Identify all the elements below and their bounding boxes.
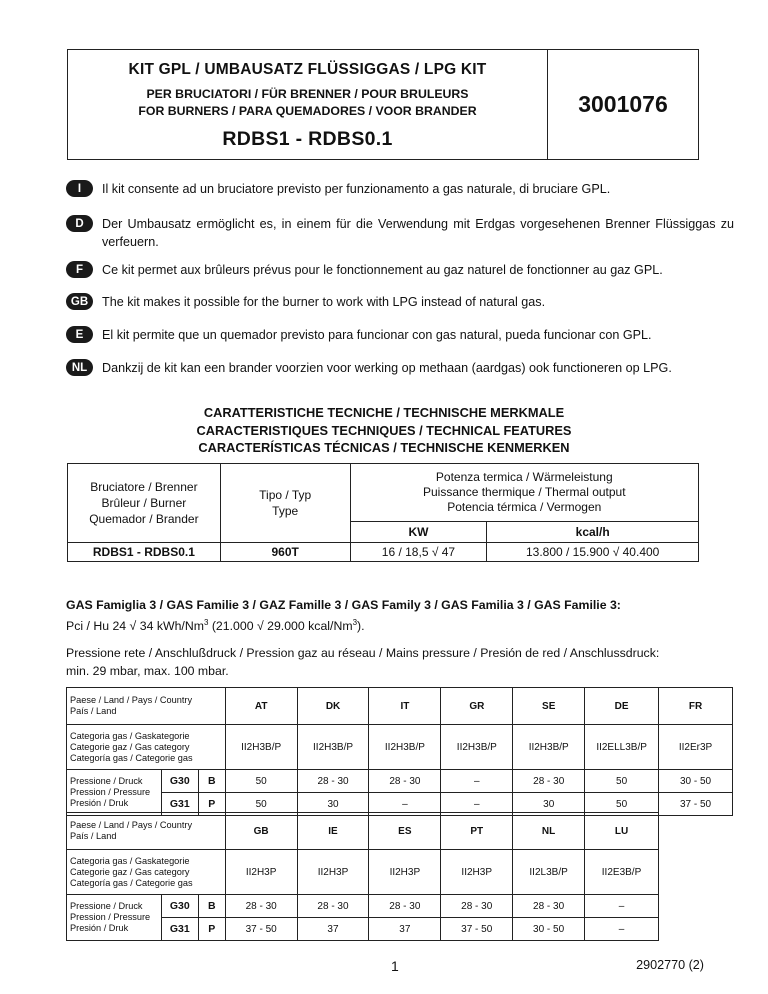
kcal-header: kcal/h bbox=[487, 522, 699, 543]
country-cell: FR bbox=[659, 688, 733, 725]
pci-text: ). bbox=[357, 619, 365, 634]
country-cell: DE bbox=[585, 688, 659, 725]
category-cell: II2E3B/P bbox=[585, 850, 659, 895]
category-label bbox=[67, 725, 226, 770]
g31-cell: – bbox=[441, 793, 513, 816]
kw-header: KW bbox=[350, 522, 487, 543]
gas-family-block bbox=[66, 596, 734, 635]
country-cell: AT bbox=[225, 688, 297, 725]
g31-cell: 37 - 50 bbox=[659, 793, 733, 816]
category-label bbox=[67, 850, 226, 895]
g31-cell: 30 bbox=[297, 793, 369, 816]
heading-line-1: CARATTERISTICHE TECNICHE / TECHNISCHE MERKMALE bbox=[203, 405, 565, 420]
lang-badge-nl: NL bbox=[66, 359, 93, 376]
country-cell: IT bbox=[369, 688, 441, 725]
g31-cell: 50 bbox=[225, 793, 297, 816]
g30-cell: – bbox=[585, 895, 659, 918]
category-cell: II2H3P bbox=[297, 850, 369, 895]
mains-pressure: Pressione rete / Anschlußdruck / Pression gaz au réseau / Mains pressure / Presión de red / Anschlussdruck: bbox=[66, 646, 660, 660]
category-cell: II2Er3P bbox=[659, 725, 733, 770]
g30-cell: 28 - 30 bbox=[441, 895, 513, 918]
label-line: Paese / Land / Pays / Country bbox=[70, 820, 193, 830]
category-cell: II2H3P bbox=[225, 850, 297, 895]
header-title-block bbox=[68, 50, 548, 159]
country-cell: LU bbox=[585, 813, 659, 850]
category-cell: II2H3B/P bbox=[225, 725, 297, 770]
g30-cell: 50 bbox=[225, 770, 297, 793]
category-cell: II2H3P bbox=[441, 850, 513, 895]
burner-label: Brûleur / Burner bbox=[101, 496, 187, 510]
country-label bbox=[67, 813, 226, 850]
lang-text-i: Il kit consente ad un bruciatore previsto per funzionamento a gas naturale, di bruciare GPL. bbox=[102, 182, 611, 196]
label-line: Paese / Land / Pays / Country bbox=[70, 695, 193, 705]
kit-title: KIT GPL / UMBAUSATZ FLÜSSIGGAS / LPG KIT bbox=[128, 61, 487, 78]
row-model: RDBS1 - RDBS0.1 bbox=[68, 543, 221, 562]
p-label: P bbox=[198, 918, 225, 941]
burner-label: Bruciatore / Brenner bbox=[90, 480, 198, 494]
lang-badge-gb: GB bbox=[66, 293, 93, 310]
category-cell: II2L3B/P bbox=[513, 850, 585, 895]
b-label: B bbox=[198, 770, 225, 793]
g30-cell: – bbox=[441, 770, 513, 793]
g31-cell: 30 bbox=[513, 793, 585, 816]
lang-text-nl: Dankzij de kit kan een brander voorzien voor werking op methaan (aardgas) ook functioneren op LPG. bbox=[102, 361, 672, 375]
lang-text-e: El kit permite que un quemador previsto para funcionar con gas natural, pueda funcionar con GPL. bbox=[102, 328, 652, 342]
type-label: Tipo / Typ bbox=[259, 488, 312, 502]
lang-row-d bbox=[66, 215, 734, 251]
row-type: 960T bbox=[220, 543, 350, 562]
g31-cell: – bbox=[369, 793, 441, 816]
g30-cell: 28 - 30 bbox=[369, 770, 441, 793]
category-cell: II2ELL3B/P bbox=[585, 725, 659, 770]
label-line: Pressione / Druck bbox=[70, 776, 143, 786]
g30-cell: 28 - 30 bbox=[297, 770, 369, 793]
label-line: Pression / Pressure bbox=[70, 787, 151, 797]
pci-text: (21.000 √ 29.000 kcal/Nm bbox=[208, 619, 353, 634]
category-cell: II2H3B/P bbox=[297, 725, 369, 770]
g31-cell: 37 bbox=[369, 918, 441, 941]
g30-cell: 30 - 50 bbox=[659, 770, 733, 793]
country-cell: IE bbox=[297, 813, 369, 850]
category-cell: II2H3P bbox=[369, 850, 441, 895]
g31-cell: 37 bbox=[297, 918, 369, 941]
category-cell: II2H3B/P bbox=[441, 725, 513, 770]
country-cell: GB bbox=[225, 813, 297, 850]
power-label: Potencia térmica / Vermogen bbox=[447, 500, 602, 514]
lang-text-d: Der Umbausatz ermöglicht es, in einem für die Verwendung mit Erdgas vorgesehenen Brenner Flüssiggas zu verfeuern. bbox=[102, 217, 734, 249]
pci-sup: 3 bbox=[352, 618, 358, 627]
label-line: Pression / Pressure bbox=[70, 912, 151, 922]
pci-text: Pci / Hu 24 √ 34 kWh/Nm bbox=[66, 619, 204, 634]
country-cell: ES bbox=[369, 813, 441, 850]
country-cell: SE bbox=[513, 688, 585, 725]
p-label: P bbox=[198, 793, 225, 816]
lang-row-e bbox=[66, 326, 734, 344]
label-line: Presión / Druk bbox=[70, 798, 129, 808]
type-header bbox=[220, 464, 350, 543]
g31-cell: 37 - 50 bbox=[441, 918, 513, 941]
g30-cell: 50 bbox=[585, 770, 659, 793]
country-cell: DK bbox=[297, 688, 369, 725]
country-cell: PT bbox=[441, 813, 513, 850]
row-kcal: 13.800 / 15.900 √ 40.400 bbox=[487, 543, 699, 562]
country-table-2 bbox=[66, 812, 659, 941]
power-label: Potenza termica / Wärmeleistung bbox=[435, 470, 613, 484]
pressure-label bbox=[67, 895, 162, 941]
kit-code: 3001076 bbox=[578, 91, 668, 117]
label-line: Pressione / Druck bbox=[70, 901, 143, 911]
country-cell: GR bbox=[441, 688, 513, 725]
label-line: Presión / Druk bbox=[70, 923, 129, 933]
country-table-1 bbox=[66, 687, 733, 816]
model-names: RDBS1 - RDBS0.1 bbox=[222, 128, 393, 150]
power-label: Puissance thermique / Thermal output bbox=[423, 485, 626, 499]
g31-cell: – bbox=[585, 918, 659, 941]
g30-cell: 28 - 30 bbox=[513, 895, 585, 918]
g31-label: G31 bbox=[161, 918, 198, 941]
lang-row-i bbox=[66, 180, 734, 198]
country-cell: NL bbox=[513, 813, 585, 850]
g30-cell: 28 - 30 bbox=[225, 895, 297, 918]
pressure-block bbox=[66, 644, 734, 680]
pressure-label bbox=[67, 770, 162, 816]
g30-label: G30 bbox=[161, 770, 198, 793]
g31-cell: 50 bbox=[585, 793, 659, 816]
label-line: País / Land bbox=[70, 831, 117, 841]
g30-label: G30 bbox=[161, 895, 198, 918]
lang-row-gb bbox=[66, 293, 734, 311]
label-line: Categoria gas / Gaskategorie bbox=[70, 855, 190, 866]
lang-badge-e: E bbox=[66, 326, 93, 343]
row-kw: 16 / 18,5 √ 47 bbox=[350, 543, 487, 562]
label-line: Categoria gas / Gaskategorie bbox=[70, 730, 190, 741]
b-label: B bbox=[198, 895, 225, 918]
lang-badge-d: D bbox=[66, 215, 93, 232]
header-box bbox=[67, 49, 699, 160]
lang-text-gb: The kit makes it possible for the burner to work with LPG instead of natural gas. bbox=[102, 295, 546, 309]
label-line: Categorie gaz / Gas category bbox=[70, 866, 190, 877]
pci-sup: 3 bbox=[203, 618, 209, 627]
burner-header bbox=[68, 464, 221, 543]
label-line: Categoría gas / Categorie gas bbox=[70, 877, 193, 888]
lang-row-nl bbox=[66, 359, 734, 377]
page-number: 1 bbox=[391, 958, 399, 974]
g30-cell: 28 - 30 bbox=[369, 895, 441, 918]
kit-subtitle-2: FOR BURNERS / PARA QUEMADORES / VOOR BRANDER bbox=[138, 104, 477, 118]
g31-label: G31 bbox=[161, 793, 198, 816]
type-label: Type bbox=[272, 504, 299, 518]
pressure-range: min. 29 mbar, max. 100 mbar. bbox=[66, 664, 229, 678]
lang-text-f: Ce kit permet aux brûleurs prévus pour le fonctionnement au gaz naturel de fonctionner au gaz GPL. bbox=[102, 263, 663, 277]
power-header bbox=[350, 464, 698, 522]
heading-line-2: CARACTERISTIQUES TECHNIQUES / TECHNICAL FEATURES bbox=[196, 422, 572, 438]
heading-line-3: CARACTERÍSTICAS TÉCNICAS / TECHNISCHE KENMERKEN bbox=[198, 440, 570, 455]
category-cell: II2H3B/P bbox=[369, 725, 441, 770]
technical-features-heading bbox=[0, 404, 768, 457]
g31-cell: 30 - 50 bbox=[513, 918, 585, 941]
burner-label: Quemador / Brander bbox=[89, 512, 199, 526]
country-label bbox=[67, 688, 226, 725]
label-line: Categorie gaz / Gas category bbox=[70, 741, 190, 752]
lang-badge-f: F bbox=[66, 261, 93, 278]
lang-row-f bbox=[66, 261, 734, 279]
lang-badge-i: I bbox=[66, 180, 93, 197]
category-cell: II2H3B/P bbox=[513, 725, 585, 770]
kit-subtitle-1: PER BRUCIATORI / FÜR BRENNER / POUR BRULEURS bbox=[146, 87, 469, 101]
g30-cell: 28 - 30 bbox=[513, 770, 585, 793]
label-line: Categoría gas / Categorie gas bbox=[70, 752, 193, 763]
g30-cell: 28 - 30 bbox=[297, 895, 369, 918]
pci-line bbox=[66, 614, 734, 635]
technical-table bbox=[67, 463, 699, 562]
label-line: País / Land bbox=[70, 706, 117, 716]
gas-family: GAS Famiglia 3 / GAS Familie 3 / GAZ Famille 3 / GAS Family 3 / GAS Familia 3 / GAS Familie 3: bbox=[66, 598, 621, 612]
document-number: 2902770 (2) bbox=[636, 958, 704, 972]
g31-cell: 37 - 50 bbox=[225, 918, 297, 941]
